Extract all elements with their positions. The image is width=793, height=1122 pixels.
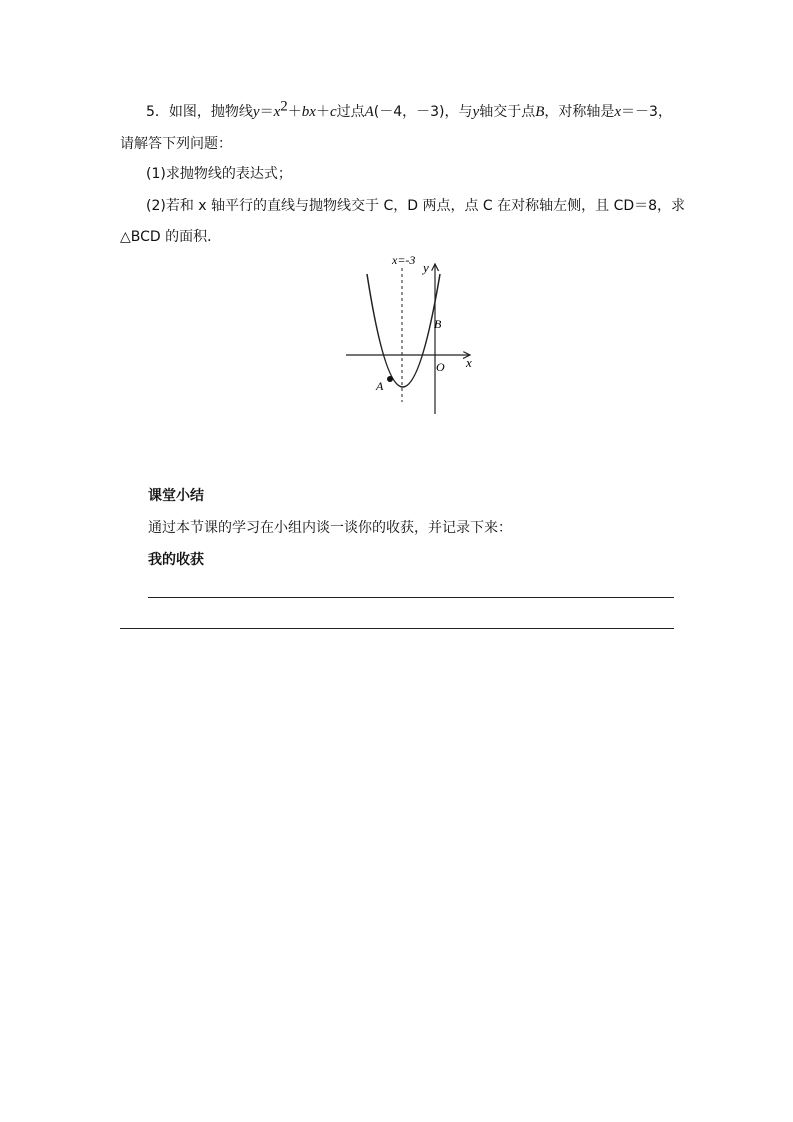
problem-part-2-line-2: △BCD 的面积． (120, 229, 222, 245)
summary-heading: 课堂小结 (148, 488, 204, 504)
symmetry-label: x=-3 (392, 253, 416, 267)
problem-line-1 (146, 98, 706, 122)
sym-x: x (614, 104, 622, 120)
origin-label: O (436, 360, 445, 374)
summary-prompt: 通过本节课的学习在小组内谈一谈你的收获，并记录下来： (148, 520, 512, 536)
my-gain-heading: 我的收获 (148, 552, 204, 568)
point-a-coords: (－4，－3) (373, 104, 445, 120)
point-a-figure-label: A (376, 379, 384, 393)
eq-exponent: 2 (280, 98, 288, 115)
point-b-label: B (535, 104, 545, 120)
pass-text: 过点 (336, 104, 365, 120)
eq-plus-2: ＋ (315, 104, 330, 120)
point-a (387, 376, 393, 382)
eq-plus-1: ＋ (287, 104, 302, 120)
y-axis-label: y (423, 260, 429, 275)
problem-part-2-line-1: (2)若和 x 轴平行的直线与抛物线交于 C，D 两点，点 C 在对称轴左侧，且 CD＝8，求 (146, 198, 686, 214)
point-a-label: A (364, 104, 374, 120)
eq-x: x (273, 104, 281, 120)
point-b-figure-label: B (434, 317, 442, 331)
x-axis-label: x (466, 355, 472, 370)
problem-line-2: 请解答下列问题： (120, 136, 232, 152)
problem-number: 5． (146, 104, 169, 120)
axis-text: 轴交于点 (479, 104, 536, 120)
y-letter: y (472, 104, 480, 120)
parabola-figure (340, 250, 480, 420)
eq-bx: bx (301, 104, 316, 120)
sym-val: ＝－3， (621, 104, 672, 120)
answer-line-2[interactable] (120, 628, 674, 629)
parabola-curve (367, 274, 440, 387)
answer-line-1[interactable] (148, 597, 674, 598)
problem-part-1: (1)求抛物线的表达式； (146, 166, 292, 182)
eq-equals: ＝ (259, 104, 274, 120)
mid-text: ，与 (444, 104, 473, 120)
sym-text: ，对称轴是 (544, 104, 615, 120)
problem-intro: 如图，抛物线 (168, 104, 253, 120)
eq-y: y (252, 104, 260, 120)
eq-c: c (329, 104, 337, 120)
